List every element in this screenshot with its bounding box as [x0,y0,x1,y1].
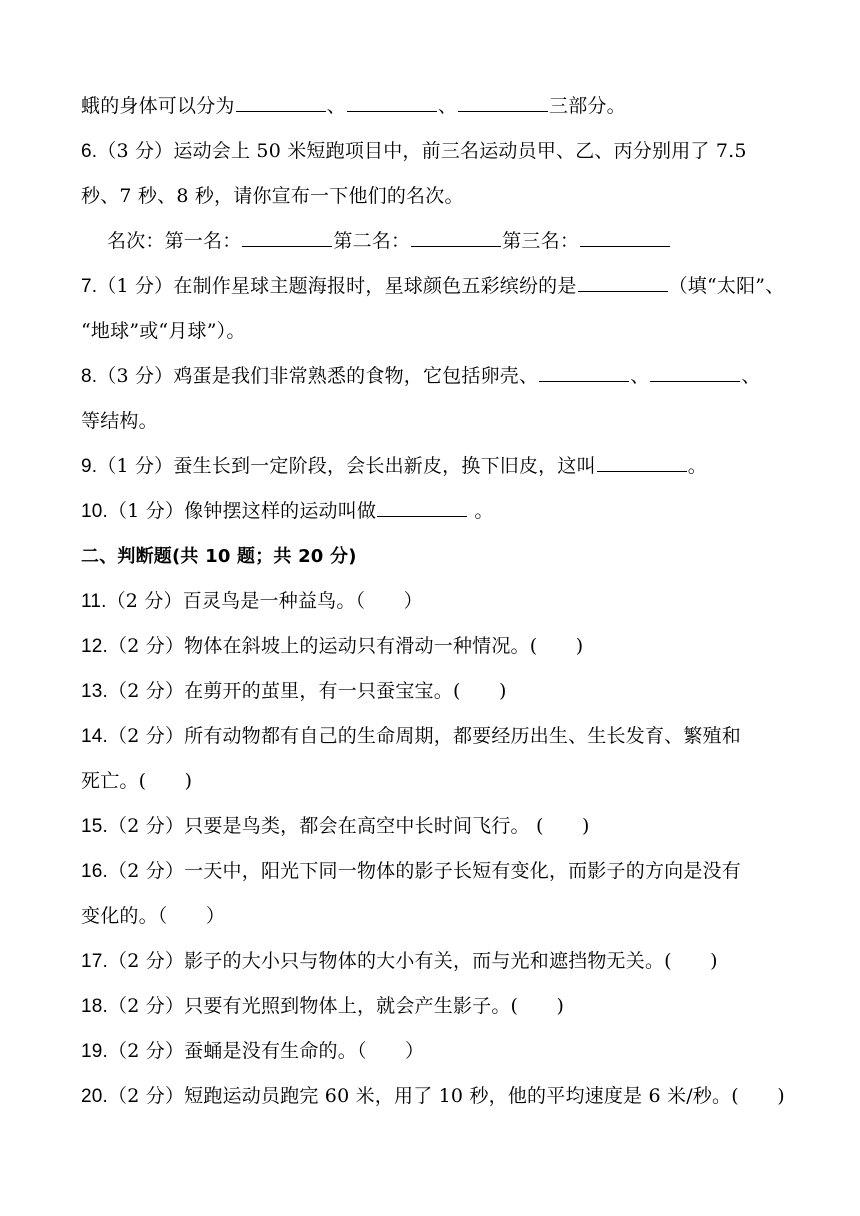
worksheet-page [81,84,785,1119]
question-text: （2 分）在剪开的茧里，有一只蚕宝宝。( ) [108,680,507,702]
question-number: 11. [81,591,107,612]
question-text: 秒、7 秒、8 秒，请你宣布一下他们的名次。 [81,185,464,207]
question-16-line2 [81,894,781,939]
question-text: （2 分）物体在斜坡上的运动只有滑动一种情况。( ) [108,635,584,657]
question-text: 变化的。（ ） [81,905,226,927]
question-text: 死亡。( ) [81,770,193,792]
answer-blank[interactable] [650,361,740,382]
question-6 [81,129,781,174]
question-text: （3 分）鸡蛋是我们非常熟悉的食物，它包括卵壳、 [97,365,539,387]
question-17 [81,939,781,984]
answer-blank[interactable] [236,91,326,112]
answer-blank[interactable] [347,91,437,112]
answer-blank[interactable] [597,451,687,472]
text: 、 [741,365,761,387]
question-number: 16. [81,861,109,882]
question-number: 15. [81,816,109,837]
question-number: 7. [81,276,98,297]
text: 蛾的身体可以分为 [81,95,235,117]
question-14-line2 [81,759,781,804]
section-heading: 二、判断题(共 10 题；共 20 分) [81,546,357,567]
question-text: （2 分）只要有光照到物体上，就会产生影子。( ) [108,995,565,1017]
question-number: 12. [81,636,109,657]
question-text: （1 分）蚕生长到一定阶段，会长出新皮，换下旧皮，这叫 [97,455,596,477]
question-text: （2 分）影子的大小只与物体的大小有关，而与光和遮挡物无关。( ) [108,950,718,972]
question-text: （填“太阳”、 [668,275,785,297]
question-text: “地球”或“月球”）。 [81,320,246,342]
question-10 [81,489,781,534]
question-text: （3 分）运动会上 50 米短跑项目中，前三名运动员甲、乙、丙分别用了 7.5 [97,140,747,162]
answer-blank-second[interactable] [411,226,501,247]
text: 三部分。 [549,95,626,117]
question-number: 19. [81,1041,109,1062]
question-20 [81,1074,785,1119]
question-7-line2 [81,309,781,354]
question-number: 6. [81,141,98,162]
text: 、 [326,95,346,117]
label: 第三名： [502,230,580,252]
question-18 [81,984,781,1029]
answer-blank[interactable] [539,361,629,382]
question-text: （2 分）短跑运动员跑完 60 米，用了 10 秒，他的平均速度是 6 米/秒。( ) [108,1085,785,1107]
answer-blank-first[interactable] [242,226,332,247]
question-text: （2 分）一天中，阳光下同一物体的影子长短有变化，而影子的方向是没有 [108,860,741,882]
question-number: 8. [81,366,98,387]
question-text: （1 分）在制作星球主题海报时，星球颜色五彩缤纷的是 [97,275,577,297]
question-7 [81,264,785,309]
text: 、 [630,365,650,387]
question-15 [81,804,781,849]
text: 、 [437,95,458,117]
question-9 [81,444,781,489]
question-13 [81,669,781,714]
question-text: （2 分）只要是鸟类，都会在高空中长时间飞行。 ( ) [108,815,590,837]
question-text: （2 分）百灵鸟是一种益鸟。（ ） [106,590,423,612]
question-11 [81,579,781,624]
answer-blank[interactable] [458,91,548,112]
answer-blank[interactable] [377,496,467,517]
question-16 [81,849,781,894]
question-number: 10. [81,501,109,522]
label: 第二名： [333,230,411,252]
question-number: 18. [81,996,109,1017]
label: 名次：第一名： [107,230,242,252]
question-14 [81,714,781,759]
question-number: 20. [81,1086,109,1107]
question-8-line2 [81,399,781,444]
question-number: 9. [81,456,98,477]
text: 。 [687,455,707,477]
question-text: 等结构。 [81,410,158,432]
question-text: （2 分）所有动物都有自己的生命周期，都要经历出生、生长发育、繁殖和 [108,725,741,747]
question-19 [81,1029,781,1074]
question-6-line2 [81,174,781,219]
question-6-ranking [81,219,781,264]
answer-blank-third[interactable] [580,226,670,247]
question-number: 13. [81,681,109,702]
question-8 [81,354,781,399]
question-12 [81,624,781,669]
answer-blank[interactable] [578,271,668,292]
question-text: （2 分）蚕蛹是没有生命的。（ ） [108,1040,425,1062]
moth-body-question-continuation [81,84,781,129]
question-text: （1 分）像钟摆这样的运动叫做 [108,500,377,522]
text: 。 [468,500,494,522]
question-number: 14. [81,726,109,747]
question-number: 17. [81,951,109,972]
